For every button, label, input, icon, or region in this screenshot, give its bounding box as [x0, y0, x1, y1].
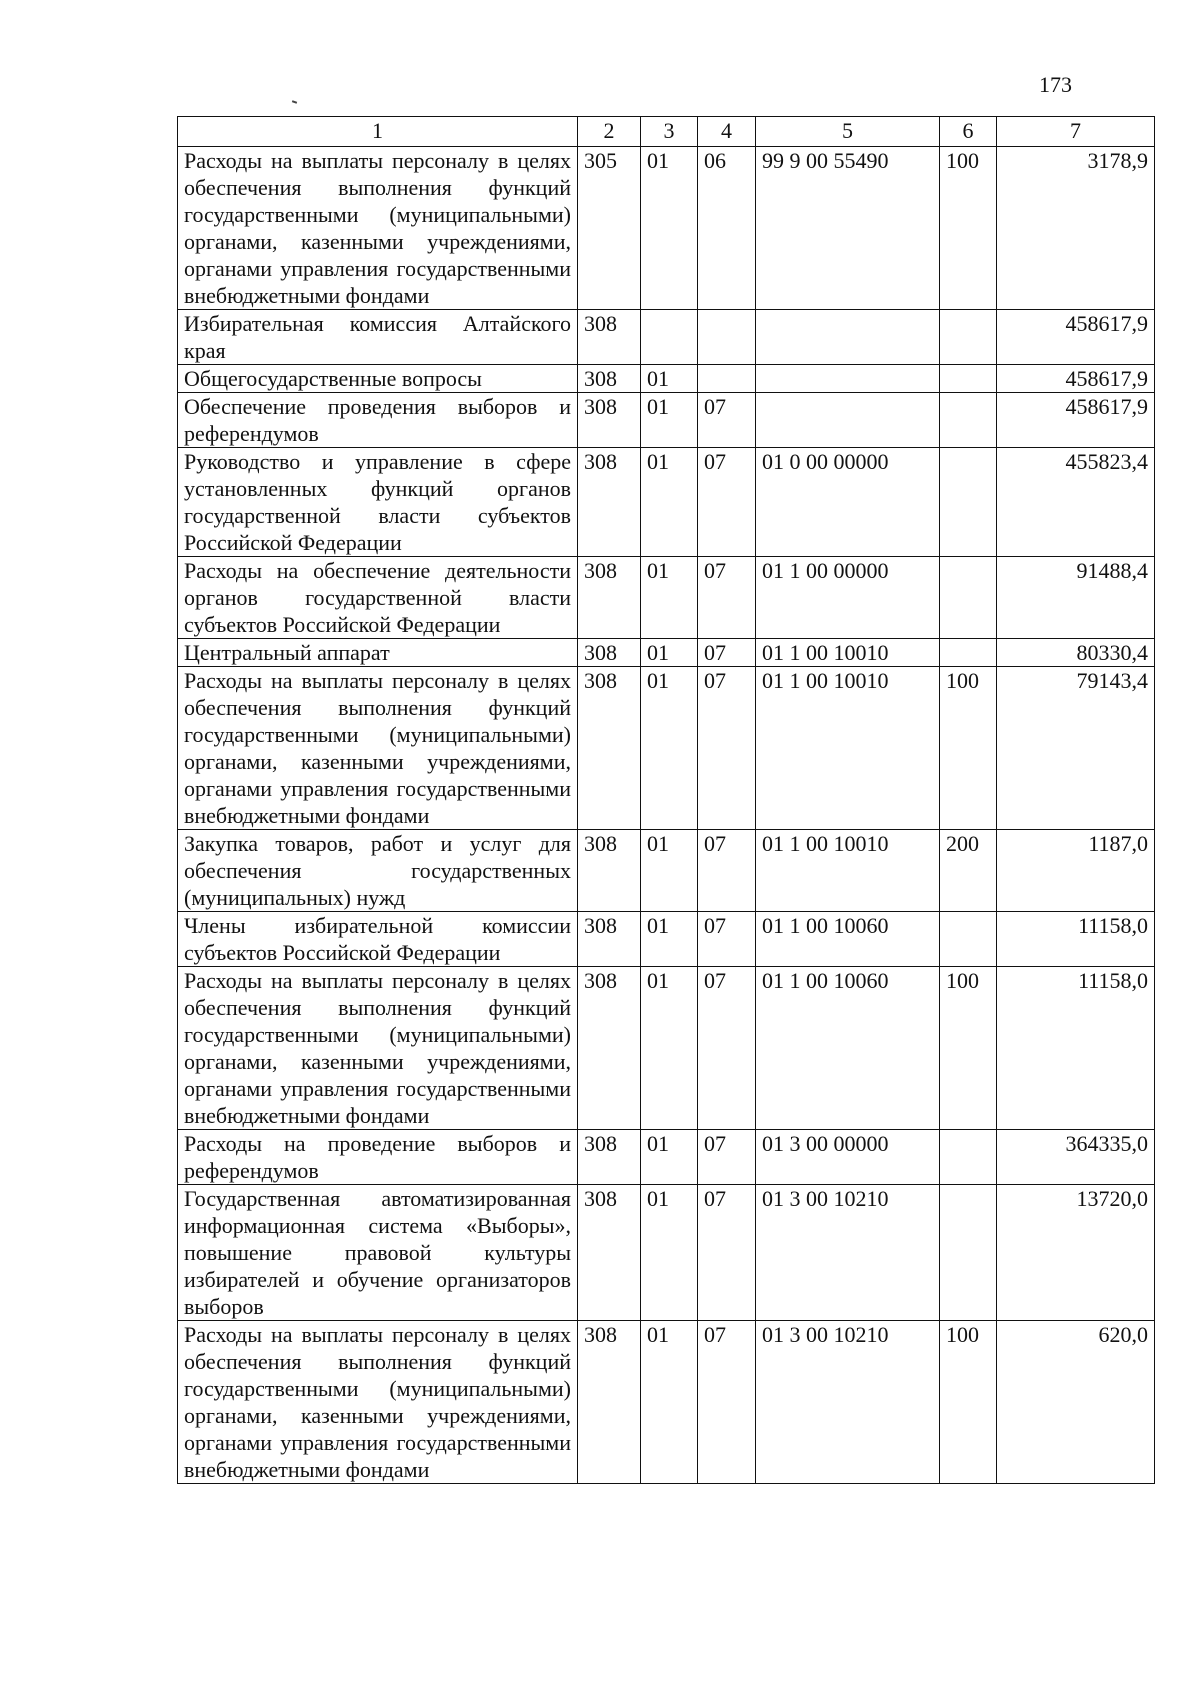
code-target-article: 01 0 00 00000	[756, 448, 940, 557]
code-expense-type	[940, 1185, 997, 1321]
table-row	[178, 967, 1155, 1130]
code-section: 01	[641, 147, 698, 310]
row-description: Расходы на выплаты персоналу в целях обеспечения выполнения функций государственными (муниципальными) органами, казенными учреждениями, органами управления государственными внебюджетными фондами	[178, 967, 578, 1130]
code-target-article: 01 3 00 10210	[756, 1321, 940, 1484]
code-subsection: 07	[698, 557, 756, 639]
code-subsection: 07	[698, 1130, 756, 1185]
code-ministry: 308	[578, 310, 641, 365]
code-section: 01	[641, 912, 698, 967]
table-row	[178, 147, 1155, 310]
table-row	[178, 830, 1155, 912]
row-description: Обеспечение проведения выборов и референдумов	[178, 393, 578, 448]
code-expense-type	[940, 393, 997, 448]
code-target-article: 01 1 00 10060	[756, 967, 940, 1130]
code-expense-type: 100	[940, 967, 997, 1130]
page-number: 173	[1039, 72, 1072, 97]
code-section: 01	[641, 667, 698, 830]
row-amount: 364335,0	[997, 1130, 1155, 1185]
row-description: Центральный аппарат	[178, 639, 578, 667]
code-section: 01	[641, 365, 698, 393]
code-ministry: 308	[578, 393, 641, 448]
code-expense-type	[940, 639, 997, 667]
code-ministry: 305	[578, 147, 641, 310]
row-description: Государственная автоматизированная информационная система «Выборы», повышение правовой культуры избирателей и обучение организаторов выборов	[178, 1185, 578, 1321]
code-ministry: 308	[578, 830, 641, 912]
column-header: 6	[940, 117, 997, 147]
code-ministry: 308	[578, 1185, 641, 1321]
code-target-article: 01 1 00 10060	[756, 912, 940, 967]
table-row	[178, 310, 1155, 365]
table-row	[178, 393, 1155, 448]
code-target-article	[756, 365, 940, 393]
code-target-article: 99 9 00 55490	[756, 147, 940, 310]
row-description: Избирательная комиссия Алтайского края	[178, 310, 578, 365]
table-body	[178, 147, 1155, 1484]
code-expense-type	[940, 1130, 997, 1185]
code-subsection: 07	[698, 830, 756, 912]
code-target-article: 01 1 00 10010	[756, 639, 940, 667]
code-section: 01	[641, 557, 698, 639]
code-target-article: 01 1 00 00000	[756, 557, 940, 639]
row-description: Расходы на выплаты персоналу в целях обеспечения выполнения функций государственными (муниципальными) органами, казенными учреждениями, органами управления государственными внебюджетными фондами	[178, 147, 578, 310]
row-amount: 1187,0	[997, 830, 1155, 912]
row-amount: 455823,4	[997, 448, 1155, 557]
code-ministry: 308	[578, 1321, 641, 1484]
code-target-article: 01 3 00 10210	[756, 1185, 940, 1321]
column-header: 2	[578, 117, 641, 147]
column-header: 3	[641, 117, 698, 147]
row-amount: 13720,0	[997, 1185, 1155, 1321]
row-amount: 79143,4	[997, 667, 1155, 830]
code-subsection: 07	[698, 639, 756, 667]
row-amount: 11158,0	[997, 912, 1155, 967]
code-subsection: 07	[698, 1321, 756, 1484]
code-subsection: 06	[698, 147, 756, 310]
code-target-article: 01 1 00 10010	[756, 830, 940, 912]
code-expense-type	[940, 310, 997, 365]
code-section: 01	[641, 830, 698, 912]
column-header: 4	[698, 117, 756, 147]
code-target-article	[756, 310, 940, 365]
row-amount: 458617,9	[997, 393, 1155, 448]
code-subsection	[698, 310, 756, 365]
table-row	[178, 1130, 1155, 1185]
table-row	[178, 557, 1155, 639]
code-target-article: 01 1 00 10010	[756, 667, 940, 830]
budget-table	[177, 116, 1155, 1484]
code-section: 01	[641, 639, 698, 667]
code-expense-type: 100	[940, 147, 997, 310]
row-description: Расходы на обеспечение деятельности органов государственной власти субъектов Российской Федерации	[178, 557, 578, 639]
code-section: 01	[641, 967, 698, 1130]
row-description: Расходы на выплаты персоналу в целях обеспечения выполнения функций государственными (муниципальными) органами, казенными учреждениями, органами управления государственными внебюджетными фондами	[178, 1321, 578, 1484]
code-ministry: 308	[578, 912, 641, 967]
row-description: Расходы на выплаты персоналу в целях обеспечения выполнения функций государственными (муниципальными) органами, казенными учреждениями, органами управления государственными внебюджетными фондами	[178, 667, 578, 830]
code-ministry: 308	[578, 1130, 641, 1185]
code-subsection: 07	[698, 912, 756, 967]
code-expense-type	[940, 448, 997, 557]
code-expense-type	[940, 365, 997, 393]
code-section: 01	[641, 1185, 698, 1321]
scan-artifact	[292, 100, 297, 104]
row-description: Расходы на проведение выборов и референдумов	[178, 1130, 578, 1185]
row-amount: 91488,4	[997, 557, 1155, 639]
code-expense-type: 100	[940, 1321, 997, 1484]
code-ministry: 308	[578, 639, 641, 667]
code-subsection: 07	[698, 393, 756, 448]
code-ministry: 308	[578, 365, 641, 393]
code-section: 01	[641, 1130, 698, 1185]
code-target-article	[756, 393, 940, 448]
row-amount: 458617,9	[997, 310, 1155, 365]
code-expense-type	[940, 912, 997, 967]
column-header: 5	[756, 117, 940, 147]
table-row	[178, 1321, 1155, 1484]
table-row	[178, 667, 1155, 830]
row-amount: 620,0	[997, 1321, 1155, 1484]
code-section: 01	[641, 393, 698, 448]
table-row	[178, 639, 1155, 667]
code-expense-type: 100	[940, 667, 997, 830]
code-subsection: 07	[698, 448, 756, 557]
code-target-article: 01 3 00 00000	[756, 1130, 940, 1185]
table-row	[178, 1185, 1155, 1321]
row-amount: 80330,4	[997, 639, 1155, 667]
table-row	[178, 448, 1155, 557]
row-description: Руководство и управление в сфере установленных функций органов государственной власти субъектов Российской Федерации	[178, 448, 578, 557]
column-header: 1	[178, 117, 578, 147]
code-subsection: 07	[698, 1185, 756, 1321]
row-amount: 3178,9	[997, 147, 1155, 310]
code-subsection: 07	[698, 667, 756, 830]
row-description: Общегосударственные вопросы	[178, 365, 578, 393]
code-section: 01	[641, 1321, 698, 1484]
code-subsection: 07	[698, 967, 756, 1130]
code-expense-type	[940, 557, 997, 639]
code-section	[641, 310, 698, 365]
code-expense-type: 200	[940, 830, 997, 912]
code-subsection	[698, 365, 756, 393]
table-row	[178, 912, 1155, 967]
code-ministry: 308	[578, 557, 641, 639]
row-amount: 11158,0	[997, 967, 1155, 1130]
row-description: Члены избирательной комиссии субъектов Российской Федерации	[178, 912, 578, 967]
table-row	[178, 365, 1155, 393]
row-amount: 458617,9	[997, 365, 1155, 393]
row-description: Закупка товаров, работ и услуг для обеспечения государственных (муниципальных) нужд	[178, 830, 578, 912]
column-header: 7	[997, 117, 1155, 147]
code-section: 01	[641, 448, 698, 557]
code-ministry: 308	[578, 967, 641, 1130]
code-ministry: 308	[578, 667, 641, 830]
code-ministry: 308	[578, 448, 641, 557]
header-row	[178, 117, 1155, 147]
